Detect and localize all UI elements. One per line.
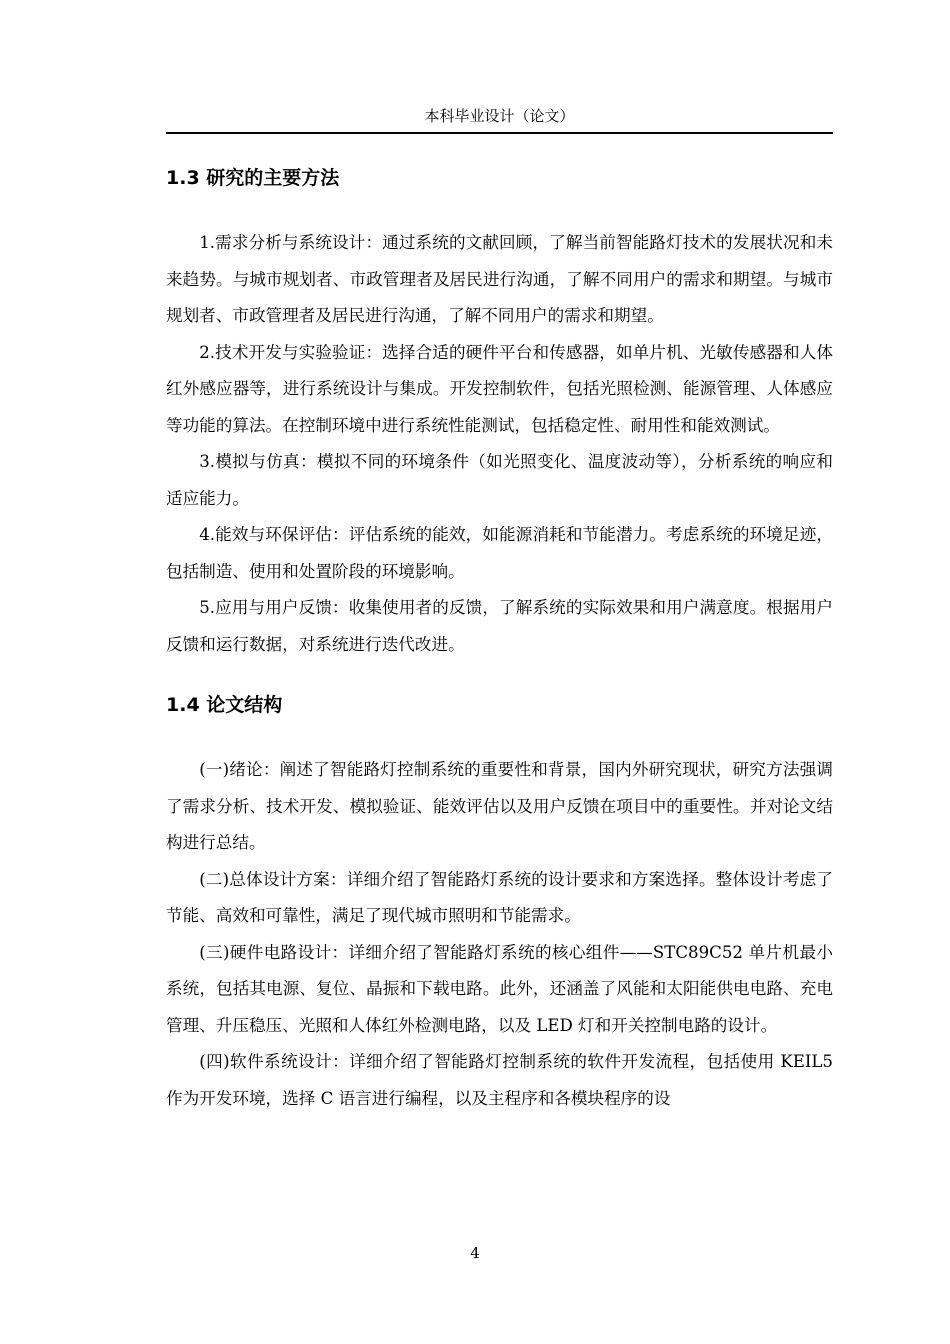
paragraph: 3.模拟与仿真：模拟不同的环境条件（如光照变化、温度波动等），分析系统的响应和适应能力。 bbox=[166, 452, 833, 508]
paragraph: (一)绪论：阐述了智能路灯控制系统的重要性和背景，国内外研究现状，研究方法强调了需求分析、技术开发、模拟验证、能效评估以及用户反馈在项目中的重要性。并对论文结构进行总结。 bbox=[166, 760, 833, 852]
paragraph: 2.技术开发与实验验证：选择合适的硬件平台和传感器，如单片机、光敏传感器和人体红外感应器等，进行系统设计与集成。开发控制软件，包括光照检测、能源管理、人体感应等功能的算法。在控制环境中进行系统性能测试，包括稳定性、耐用性和能效测试。 bbox=[166, 342, 833, 435]
paragraph: (三)硬件电路设计：详细介绍了智能路灯系统的核心组件——STC89C52 单片机最小系统，包括其电源、复位、晶振和下载电路。此外，还涵盖了风能和太阳能供电电路、充电管理、升压稳压、光照和人体红外检测电路，以及 LED 灯和开关控制电路的设计。 bbox=[166, 942, 833, 1035]
section-heading: 1.3 研究的主要方法 bbox=[166, 167, 340, 189]
paragraph: (二)总体设计方案：详细介绍了智能路灯系统的设计要求和方案选择。整体设计考虑了节能、高效和可靠性，满足了现代城市照明和节能需求。 bbox=[166, 869, 833, 925]
page-header bbox=[166, 104, 833, 134]
paragraph: 1.需求分析与系统设计：通过系统的文献回顾，了解当前智能路灯技术的发展状况和未来趋势。与城市规划者、市政管理者及居民进行沟通，了解不同用户的需求和期望。与城市规划者、市政管理者及居民进行沟通，了解不同用户的需求和期望。 bbox=[166, 233, 833, 325]
section-research-methods bbox=[166, 158, 833, 663]
paragraph: (四)软件系统设计：详细介绍了智能路灯控制系统的软件开发流程，包括使用 KEIL5 作为开发环境，选择 C 语言进行编程，以及主程序和各模块程序的设 bbox=[166, 1052, 833, 1108]
section-thesis-structure bbox=[166, 685, 833, 1117]
paragraph: 4.能效与环保评估：评估系统的能效，如能源消耗和节能潜力。考虑系统的环境足迹，包括制造、使用和处置阶段的环境影响。 bbox=[166, 525, 833, 581]
paragraph: 5.应用与用户反馈：收集使用者的反馈，了解系统的实际效果和用户满意度。根据用户反馈和运行数据，对系统进行迭代改进。 bbox=[166, 598, 833, 654]
header-title: 本科毕业设计（论文） bbox=[424, 107, 575, 125]
document-body bbox=[166, 158, 833, 1117]
page-number: 4 bbox=[470, 1244, 480, 1262]
section-heading: 1.4 论文结构 bbox=[166, 694, 283, 716]
